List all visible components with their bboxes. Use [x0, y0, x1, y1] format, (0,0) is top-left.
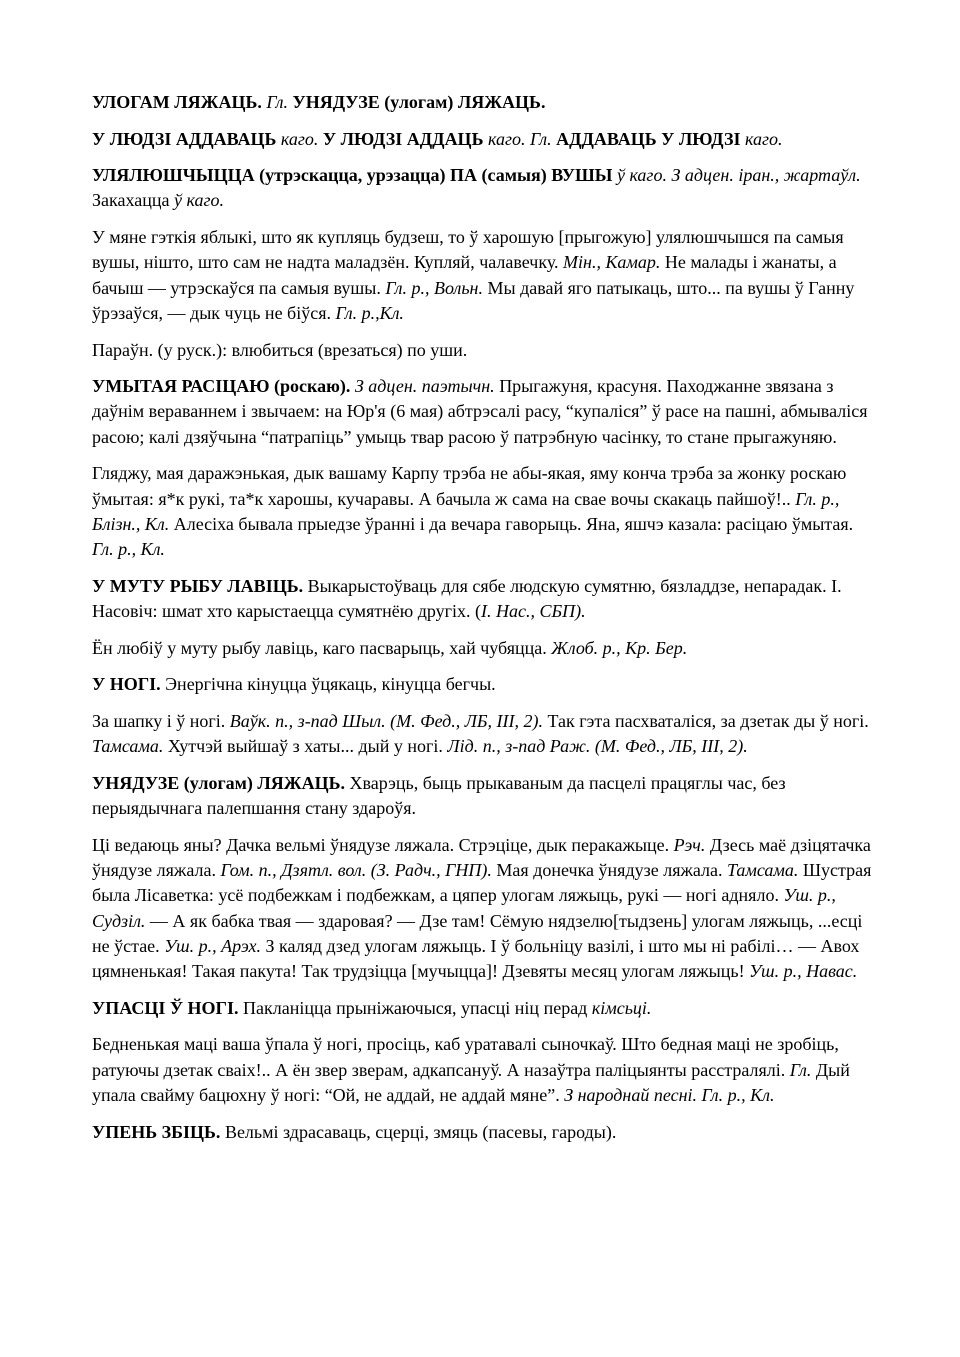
paragraph: [92, 709, 877, 760]
entry-headword: АДДАВАЦЬ У ЛЮДЗІ: [556, 128, 741, 149]
text-run: Гляджу, мая даражэнькая, дык вашаму Карпу трэба не абы-якая, яму конча трэба за жонку роскаю ўмытая: я*к рукі, та*к харошы, кучаравы. А бачыла ж сама на свае вочы скакаць пайшоў!..: [92, 463, 847, 509]
text-run: Шустрая была Лісаветка: усё подбежкам і подбежкам, а цяпер улогам ляжыць, рукі — ногі адняло.: [92, 859, 872, 906]
paragraph: [92, 461, 877, 562]
text-run: У мяне гэткія яблыкі, што як купляць будзеш, то ў харошую [прыгожую] улялюшчышся па самыя вушы, нішто, што сам не надта маладзён. Купляй, чалавечку.: [92, 227, 844, 273]
paragraph: [92, 338, 877, 363]
entry-headword: УПЕНЬ ЗБІЦЬ.: [92, 1121, 221, 1142]
paragraph: [92, 636, 877, 661]
italic-note: каго.: [745, 128, 783, 149]
entry-headword: УЛЯЛЮШЧЫЦЦА (утрэскацца, урэзацца) ПА (самыя) ВУШЫ: [92, 165, 613, 186]
entry-headword: У МУТУ РЫБУ ЛАВІЦЬ.: [92, 575, 304, 596]
italic-note: Гл. р., Вольн.: [385, 277, 483, 298]
text-run: Алесіха бывала прыедзе ўранні і да вечара гаворыць. Яна, яшчэ казала: расіцаю ўмытая.: [169, 513, 854, 534]
text-run: Энергічна кінуцца ўцякаць, кінуцца бегчы.: [160, 674, 496, 695]
text-run: Прыгажуня, красуня. Паходжанне звязана з даўнім вераваннем і звычаем: на Юр'я (6 мая) абтрэсалі расу, “купаліся” ў расе на пашні, абмываліся расою; калі дзяўчына “патрапіць” умыць твар расою ў патрэбную часінку, то стане прыгажуняю.: [92, 376, 868, 447]
document-page: [92, 90, 877, 1156]
text-run: Пакланіцца прыніжаючыся, упасці ніц перад: [238, 997, 592, 1018]
italic-note: Ваўк. п., з-пад Шыл. (М. Фед., ЛБ, ІІІ, 2).: [229, 710, 543, 731]
paragraph: [92, 374, 877, 450]
text-run: Так гэта пасхваталіся, за дзетак ды ў ногі.: [543, 710, 869, 731]
italic-note: Гл. р., Кл.: [92, 539, 165, 560]
text-run: Вельмі здрасаваць, сцерці, змяць (пасевы, гароды).: [220, 1121, 617, 1142]
italic-note: Уш. р., Судзіл.: [92, 885, 836, 931]
italic-note: І. Нас., СБП).: [481, 601, 586, 622]
italic-note: Тамсама.: [92, 736, 164, 757]
italic-note: Гл. р., Блізн., Кл.: [92, 488, 840, 534]
italic-note: Гл. р.,Кл.: [335, 302, 404, 323]
italic-note: ў каго. З адцен. іран., жартаўл.: [616, 165, 861, 186]
italic-note: Тамсама.: [727, 859, 799, 880]
paragraph: [92, 163, 877, 214]
entry-headword: УНЯДУЗЕ (улогам) ЛЯЖАЦЬ.: [92, 772, 345, 793]
paragraph: [92, 996, 877, 1021]
paragraph: [92, 672, 877, 697]
text-run: Хутчэй выйшаў з хаты... дый у ногі.: [163, 736, 448, 757]
italic-note: Жлоб. р., Кр. Бер.: [551, 637, 688, 658]
paragraph: [92, 771, 877, 822]
text-run: Мая донечка ўнядузе ляжала.: [491, 859, 728, 880]
italic-note: Лід. п., з-пад Раж. (М. Фед., ЛБ, ІІІ, 2).: [447, 736, 748, 757]
italic-note: Уш. р., Навас.: [749, 961, 858, 982]
text-run: Бедненькая маці ваша ўпала ў ногі, просіць, каб уратавалі сыночкаў. Што бедная маці не зробіць, ратуючы дзетак сваіх!.. А ён звер зверам, адкапсануў. А назаўтра паліцыянты расстралялі.: [92, 1034, 839, 1080]
italic-note: Гл.: [789, 1059, 812, 1080]
italic-note: кімсьці.: [591, 997, 652, 1018]
text-run: — А як бабка твая — здаровая? — Дзе там! Сёмую нядзелю[тыдзень] улогам ляжыць, ...есці не ўстае.: [92, 910, 863, 956]
paragraph: [92, 90, 877, 115]
text-run: Мы давай яго патыкаць, што... па вушы ў Ганну ўрэзаўся, — дык чуць не біўся.: [92, 277, 855, 323]
italic-note: Рэч.: [673, 834, 706, 855]
text-run: Дый упала свайму бацюхну ў ногі: “Ой, не аддай, не аддай мяне”.: [92, 1059, 850, 1105]
italic-note: Мін., Камар.: [563, 252, 661, 273]
text-run: Выкарыстоўваць для сябе людскую сумятню, бязладдзе, непарадак. І. Насовіч: шмат хто карыстаецца сумятнёю другіх. (: [92, 575, 842, 622]
italic-note: каго.: [280, 128, 319, 149]
text-run: Параўн. (у руск.): влюбиться (врезаться) по уши.: [92, 339, 468, 360]
paragraph: [92, 1032, 877, 1108]
text-run: Хварэць, быць прыкаваным да пасцелі працяглы час, без перыядычнага палепшання стану здароўя.: [92, 772, 786, 819]
italic-note: каго. Гл.: [487, 128, 552, 149]
italic-note: Гл.: [266, 92, 288, 112]
text-run: За шапку і ў ногі.: [92, 710, 230, 731]
italic-note: З народнай песні. Гл. р., Кл.: [564, 1084, 775, 1105]
text-run: Закахацца: [92, 190, 174, 211]
entry-headword: УЛОГАМ ЛЯЖАЦЬ.: [92, 92, 262, 112]
italic-note: Гом. п., Дзятл. вол. (З. Радч., ГНП).: [220, 859, 492, 880]
entry-headword: У ЛЮДЗІ АДДАВАЦЬ: [92, 128, 277, 149]
italic-note: З адцен. паэтычн.: [354, 376, 495, 397]
text-run: Ён любіў у муту рыбу лавіць, каго пасварыць, хай чубяцца.: [92, 637, 552, 658]
italic-note: Уш. р., Арэх.: [164, 935, 261, 956]
paragraph: [92, 1120, 877, 1145]
entry-headword: У ЛЮДЗІ АДДАЦЬ: [322, 128, 484, 149]
paragraph: [92, 127, 877, 152]
paragraph: [92, 225, 877, 326]
text-run: З каляд дзед улогам ляжыць. І ў больніцу вазілі, і што мы ні рабілі… — Авох цямненькая! Такая пакута! Так трудзіцца [мучыцца]! Дзевяты месяц улогам ляжыць!: [92, 935, 860, 982]
paragraph: [92, 574, 877, 625]
text-run: Ці ведаюць яны? Дачка вельмі ўнядузе ляжала. Стрэціце, дык перакажыце.: [92, 834, 674, 855]
italic-note: ў каго.: [173, 190, 224, 211]
paragraph: [92, 833, 877, 985]
entry-headword: УНЯДУЗЕ (улогам) ЛЯЖАЦЬ.: [292, 92, 546, 112]
entry-headword: УМЫТАЯ РАСІЦАЮ (роскаю).: [92, 376, 351, 397]
entry-headword: У НОГІ.: [92, 674, 161, 695]
entry-headword: УПАСЦІ Ў НОГІ.: [92, 997, 239, 1018]
text-run: Дзесь маё дзіцятачка ўнядузе ляжала.: [92, 834, 871, 880]
text-run: Не малады і жанаты, а бачыш — утрэскаўся па самыя вушы.: [92, 252, 837, 298]
